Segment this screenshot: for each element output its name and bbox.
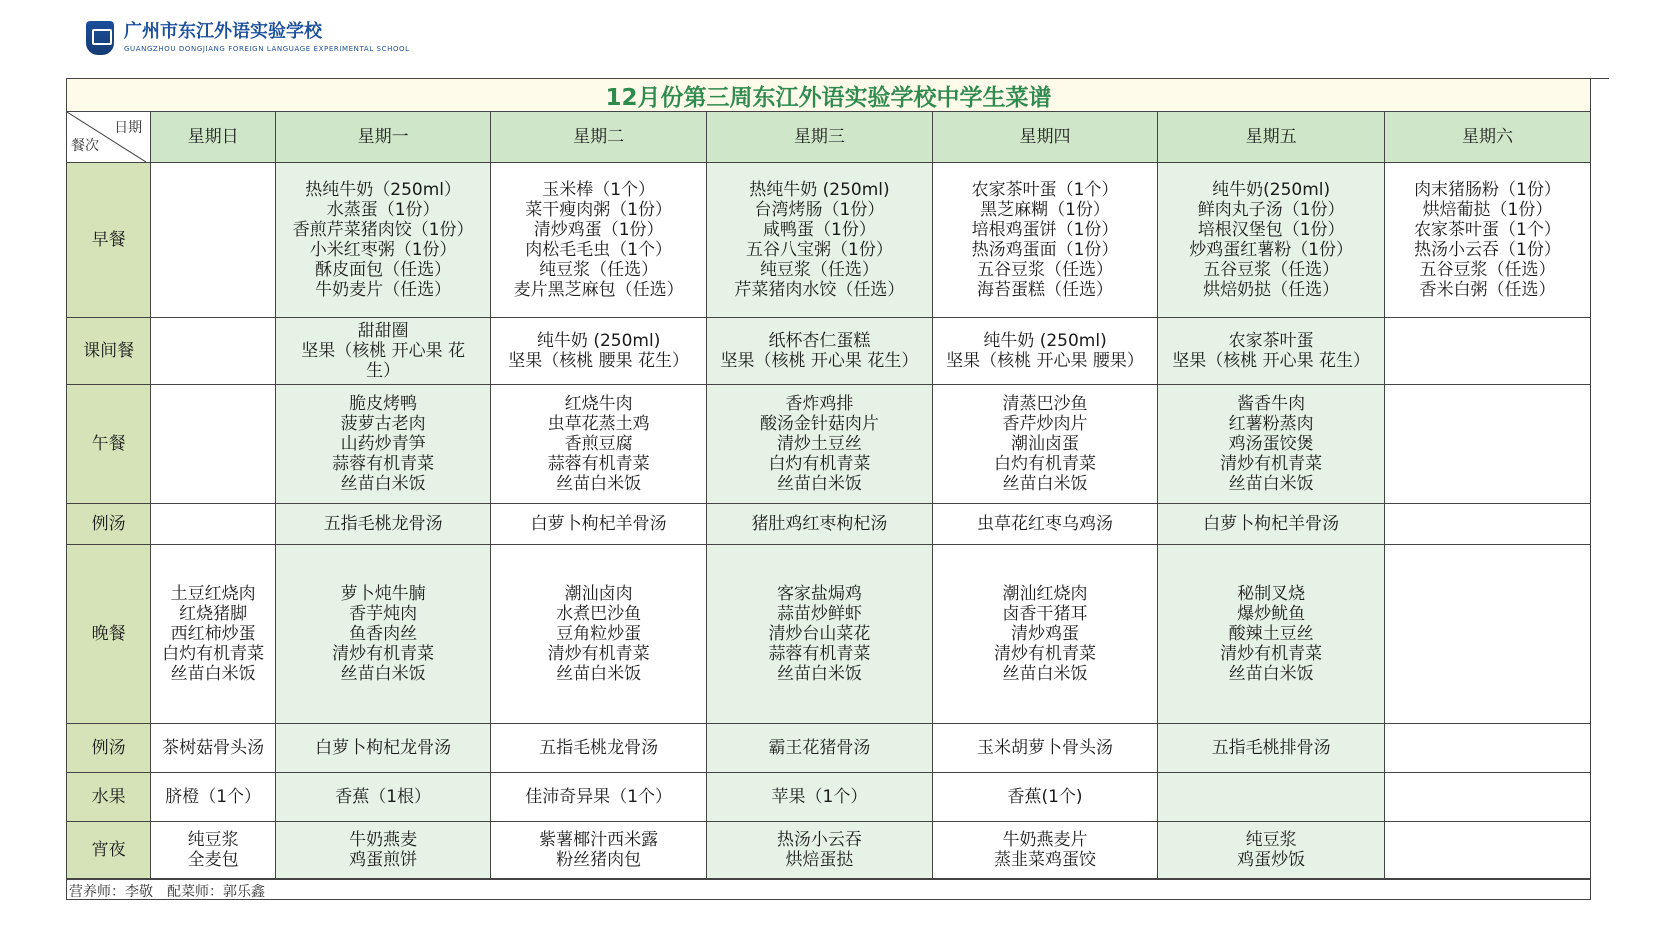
dish-item: 坚果（核桃 开心果 花 (301, 341, 466, 361)
menu-cell (932, 385, 1158, 504)
menu-cell (932, 773, 1158, 822)
dish-item: 香炸鸡排 (785, 394, 854, 414)
menu-cell (151, 773, 276, 822)
dish-item: 虫草花蒸土鸡 (547, 414, 650, 434)
menu-cell (491, 724, 707, 773)
menu-cell (932, 504, 1158, 545)
dish-item: 秘制叉烧 (1237, 584, 1306, 604)
menu-cell (707, 385, 933, 504)
dish-item: 甜甜圈 (357, 321, 409, 341)
dish-item: 猪肚鸡红枣枸杞汤 (751, 514, 888, 534)
menu-cell (707, 724, 933, 773)
day-header: 星期六 (1384, 112, 1590, 163)
menu-cell (1158, 724, 1385, 773)
meal-label: 水果 (67, 773, 151, 822)
menu-cell (1384, 163, 1590, 318)
menu-cell (932, 724, 1158, 773)
menu-cell (276, 504, 491, 545)
dish-item: 白灼有机青菜 (162, 644, 265, 664)
school-logo-icon (86, 21, 114, 55)
menu-cell (151, 385, 276, 504)
dish-item: 坚果（核桃 腰果 花生） (508, 351, 690, 371)
menu-cell (1158, 504, 1385, 545)
dish-item: 潮汕红烧肉 (1002, 584, 1088, 604)
dish-item: 红薯粉蒸肉 (1228, 414, 1314, 434)
dish-item: 苹果（1个） (771, 787, 868, 807)
dish-item: 热汤小云吞 (776, 830, 862, 850)
dish-item: 清炒有机青菜 (332, 644, 435, 664)
dish-item: 鸡蛋炒饭 (1237, 850, 1306, 870)
dish-item: 清炒有机青菜 (994, 644, 1097, 664)
dish-item: 丝苗白米饭 (340, 664, 426, 684)
dish-item: 蒸韭菜鸡蛋饺 (994, 850, 1097, 870)
dish-item: 纯豆浆 (1245, 830, 1297, 850)
dish-item: 红烧猪脚 (179, 604, 248, 624)
dish-item: 山药炒青笋 (340, 434, 426, 454)
menu-cell (276, 163, 491, 318)
dish-item: 炒鸡蛋红薯粉（1份） (1189, 240, 1354, 260)
menu-cell (707, 822, 933, 879)
dish-item: 清炒鸡蛋（1份） (533, 220, 664, 240)
menu-cell (491, 163, 707, 318)
dish-item: 清炒台山菜花 (768, 624, 871, 644)
menu-cell (151, 545, 276, 724)
dish-item: 卤香干猪耳 (1002, 604, 1088, 624)
menu-cell (1384, 385, 1590, 504)
menu-title: 12月份第三周东江外语实验学校中学生菜谱 (67, 79, 1590, 112)
dish-item: 芹菜猪肉水饺（任选） (734, 280, 905, 300)
dish-item: 紫薯椰汁西米露 (539, 830, 659, 850)
menu-cell (1384, 822, 1590, 879)
dish-item: 五谷八宝粥（1份） (746, 240, 893, 260)
menu-cell (1384, 545, 1590, 724)
menu-cell (491, 773, 707, 822)
school-name (124, 22, 410, 54)
dish-item: 坚果（核桃 开心果 花生） (720, 351, 919, 371)
dish-item: 香煎芹菜猪肉饺（1份） (292, 220, 474, 240)
dish-item: 萝卜炖牛腩 (340, 584, 426, 604)
menu-cell (1384, 724, 1590, 773)
dish-item: 农家茶叶蛋（1个） (971, 180, 1119, 200)
dish-item: 蒜蓉有机青菜 (547, 454, 650, 474)
dish-item: 海苔蛋糕（任选） (977, 280, 1114, 300)
dish-item: 脆皮烤鸭 (349, 394, 418, 414)
menu-cell (707, 163, 933, 318)
dish-item: 茶树菇骨头汤 (162, 738, 265, 758)
day-header: 星期四 (932, 112, 1158, 163)
dish-item: 鸡汤蛋饺煲 (1228, 434, 1314, 454)
dish-item: 菜干瘦肉粥（1份） (525, 200, 673, 220)
dish-item: 鲜肉丸子汤（1份） (1197, 200, 1345, 220)
dish-item: 坚果（核桃 开心果 腰果） (946, 351, 1144, 371)
dish-item: 肉末猪肠粉（1份） (1414, 180, 1561, 200)
dish-item: 玉米棒（1个） (542, 180, 656, 200)
dish-item: 全麦包 (187, 850, 239, 870)
dish-item: 丝苗白米饭 (1002, 664, 1088, 684)
dish-item: 热纯牛奶（250ml） (305, 180, 461, 200)
dish-item: 热汤小云吞（1份） (1414, 240, 1561, 260)
dish-item: 牛奶燕麦片 (1002, 830, 1088, 850)
dish-item: 坚果（核桃 开心果 花生） (1172, 351, 1371, 371)
corner-cell (67, 112, 151, 163)
meal-label: 晚餐 (67, 545, 151, 724)
dish-item: 纯豆浆（任选） (539, 260, 659, 280)
dish-item: 佳沛奇异果（1个） (525, 787, 673, 807)
meal-row (67, 504, 1590, 545)
dish-item: 酸辣土豆丝 (1228, 624, 1314, 644)
dish-item: 烘焙葡挞（1份） (1422, 200, 1553, 220)
dish-item: 咸鸭蛋（1份） (763, 220, 876, 240)
day-header: 星期一 (276, 112, 491, 163)
dish-item: 农家茶叶蛋 (1228, 331, 1314, 351)
dish-item: 热汤鸡蛋面（1份） (971, 240, 1119, 260)
menu-cell (932, 318, 1158, 385)
menu-cell (1158, 163, 1385, 318)
dish-item: 香蕉（1根） (335, 787, 432, 807)
day-header: 星期三 (707, 112, 933, 163)
dish-item: 酱香牛肉 (1237, 394, 1306, 414)
meal-row (67, 545, 1590, 724)
menu-cell (151, 822, 276, 879)
dish-item: 热纯牛奶 (250ml) (749, 180, 890, 200)
dish-item: 牛奶燕麦 (349, 830, 418, 850)
dish-item: 客家盐焗鸡 (776, 584, 862, 604)
menu-cell (1158, 773, 1385, 822)
menu-cell (1158, 385, 1385, 504)
menu-cell (932, 545, 1158, 724)
dish-item: 香芋炖肉 (349, 604, 418, 624)
menu-cell (1158, 318, 1385, 385)
dish-item: 麦片黑芝麻包（任选） (513, 280, 684, 300)
dish-item: 西红柿炒蛋 (170, 624, 256, 644)
menu-cell (276, 318, 491, 385)
dish-item: 烘焙奶挞（任选） (1203, 280, 1340, 300)
dish-item: 鱼香肉丝 (349, 624, 418, 644)
menu-cell (151, 724, 276, 773)
day-header: 星期五 (1158, 112, 1385, 163)
dish-item: 清炒土豆丝 (776, 434, 862, 454)
dish-item: 酸汤金针菇肉片 (759, 414, 879, 434)
dish-item: 水煮巴沙鱼 (556, 604, 642, 624)
dish-item: 烘焙蛋挞 (785, 850, 854, 870)
dish-item: 蒜蓉有机青菜 (768, 644, 871, 664)
meal-label: 宵夜 (67, 822, 151, 879)
menu-cell (932, 822, 1158, 879)
school-name-cn: 广州市东江外语实验学校 (124, 21, 322, 42)
menu-cell (1158, 545, 1385, 724)
menu-cell (707, 504, 933, 545)
dish-item: 潮汕卤肉 (564, 584, 633, 604)
dish-item: 五谷豆浆（任选） (1419, 260, 1556, 280)
dish-item: 爆炒鱿鱼 (1237, 604, 1306, 624)
dish-item: 白灼有机青菜 (994, 454, 1097, 474)
dish-item: 香米白粥（任选） (1419, 280, 1556, 300)
dish-item: 霸王花猪骨汤 (768, 738, 871, 758)
dish-item: 丝苗白米饭 (556, 664, 642, 684)
menu-cell (491, 385, 707, 504)
menu-cell (1158, 822, 1385, 879)
school-header (86, 18, 410, 58)
dish-item: 培根汉堡包（1份） (1197, 220, 1345, 240)
meal-row (67, 163, 1590, 318)
menu-cell (1384, 773, 1590, 822)
meal-label: 早餐 (67, 163, 151, 318)
dish-item: 白灼有机青菜 (768, 454, 871, 474)
meal-label: 例汤 (67, 504, 151, 545)
menu-cell (491, 504, 707, 545)
dish-item: 蒜蓉有机青菜 (332, 454, 435, 474)
dish-item: 牛奶麦片（任选） (315, 280, 452, 300)
dish-item: 清炒鸡蛋 (1011, 624, 1080, 644)
dish-item: 纯牛奶(250ml) (1212, 180, 1331, 200)
dish-item: 纯牛奶 (250ml) (983, 331, 1107, 351)
meal-row (67, 318, 1590, 385)
meal-label: 午餐 (67, 385, 151, 504)
dish-item: 豆角粒炒蛋 (556, 624, 642, 644)
dish-item: 五指毛桃排骨汤 (1211, 738, 1331, 758)
menu-cell (707, 318, 933, 385)
dish-item: 丝苗白米饭 (1228, 474, 1314, 494)
menu-cell (707, 545, 933, 724)
menu-cell (151, 504, 276, 545)
dish-item: 五指毛桃龙骨汤 (539, 738, 659, 758)
menu-cell (276, 385, 491, 504)
menu-cell (276, 724, 491, 773)
meal-row (67, 724, 1590, 773)
dish-item: 菠萝古老肉 (340, 414, 426, 434)
menu-cell (491, 545, 707, 724)
menu-cell (1384, 504, 1590, 545)
dish-item: 丝苗白米饭 (340, 474, 426, 494)
dish-item: 红烧牛肉 (564, 394, 633, 414)
dish-item: 玉米胡萝卜骨头汤 (977, 738, 1114, 758)
day-header-row (67, 112, 1590, 163)
dish-item: 纸杯杏仁蛋糕 (768, 331, 871, 351)
dish-item: 水蒸蛋（1份） (326, 200, 440, 220)
dish-item: 农家茶叶蛋（1个） (1414, 220, 1561, 240)
dish-item: 脐橙（1个） (165, 787, 262, 807)
menu-cell (1384, 318, 1590, 385)
dish-item: 黑芝麻糊（1份） (980, 200, 1110, 220)
meal-row (67, 822, 1590, 879)
dish-item: 小米红枣粥（1份） (309, 240, 457, 260)
dish-item: 粉丝猪肉包 (556, 850, 642, 870)
dish-item: 丝苗白米饭 (776, 664, 862, 684)
dish-item: 白萝卜枸杞羊骨汤 (530, 514, 667, 534)
top-rule (1589, 78, 1609, 79)
menu-cell (491, 318, 707, 385)
menu-cell (151, 318, 276, 385)
dish-item: 纯牛奶 (250ml) (536, 331, 661, 351)
menu-cell (276, 822, 491, 879)
dish-item: 五谷豆浆（任选） (977, 260, 1114, 280)
dish-item: 香芹炒肉片 (1002, 414, 1088, 434)
dish-item: 酥皮面包（任选） (315, 260, 452, 280)
menu-cell (932, 163, 1158, 318)
menu-table (67, 112, 1590, 879)
dish-item: 清炒有机青菜 (547, 644, 650, 664)
dish-item: 清炒有机青菜 (1220, 454, 1323, 474)
meal-row (67, 385, 1590, 504)
corner-bottom-label: 餐次 (71, 138, 99, 154)
dish-item: 潮汕卤蛋 (1011, 434, 1080, 454)
menu-sheet (66, 78, 1591, 900)
meal-label: 课间餐 (67, 318, 151, 385)
dish-item: 培根鸡蛋饼（1份） (971, 220, 1119, 240)
dish-item: 丝苗白米饭 (556, 474, 642, 494)
dish-item: 肉松毛毛虫（1个） (525, 240, 673, 260)
corner-top-label: 日期 (114, 120, 143, 136)
dish-item: 五指毛桃龙骨汤 (323, 514, 443, 534)
school-name-en: GUANGZHOU DONGJIANG FOREIGN LANGUAGE EXPERIMENTAL SCHOOL (124, 45, 410, 53)
nutritionist-label: 营养师：李敬 (69, 884, 153, 900)
dish-item: 丝苗白米饭 (776, 474, 862, 494)
menu-footer (67, 879, 1590, 904)
dish-item: 丝苗白米饭 (1002, 474, 1088, 494)
dish-item: 五谷豆浆（任选） (1203, 260, 1340, 280)
day-header: 星期二 (491, 112, 707, 163)
dish-item: 生） (366, 361, 401, 381)
meal-label: 例汤 (67, 724, 151, 773)
dish-item: 纯豆浆（任选） (759, 260, 879, 280)
dish-item: 清炒有机青菜 (1220, 644, 1323, 664)
dish-item: 丝苗白米饭 (1228, 664, 1314, 684)
dish-item: 蒜苗炒鲜虾 (776, 604, 862, 624)
menu-cell (276, 545, 491, 724)
dish-item: 白萝卜枸杞龙骨汤 (315, 738, 452, 758)
dish-item: 白萝卜枸杞羊骨汤 (1203, 514, 1340, 534)
dish-item: 清蒸巴沙鱼 (1002, 394, 1088, 414)
menu-cell (151, 163, 276, 318)
dish-item: 香煎豆腐 (564, 434, 633, 454)
dish-item: 虫草花红枣乌鸡汤 (977, 514, 1114, 534)
menu-cell (491, 822, 707, 879)
menu-cell (276, 773, 491, 822)
day-header: 星期日 (151, 112, 276, 163)
dish-item: 台湾烤肠（1份） (754, 200, 885, 220)
dish-item: 丝苗白米饭 (170, 664, 256, 684)
menu-cell (707, 773, 933, 822)
dish-item: 鸡蛋煎饼 (349, 850, 418, 870)
dish-item: 纯豆浆 (187, 830, 239, 850)
dish-item: 香蕉(1个) (1007, 787, 1083, 807)
dish-item: 土豆红烧肉 (170, 584, 256, 604)
chef-label: 配菜师：郭乐鑫 (167, 884, 265, 900)
meal-row (67, 773, 1590, 822)
